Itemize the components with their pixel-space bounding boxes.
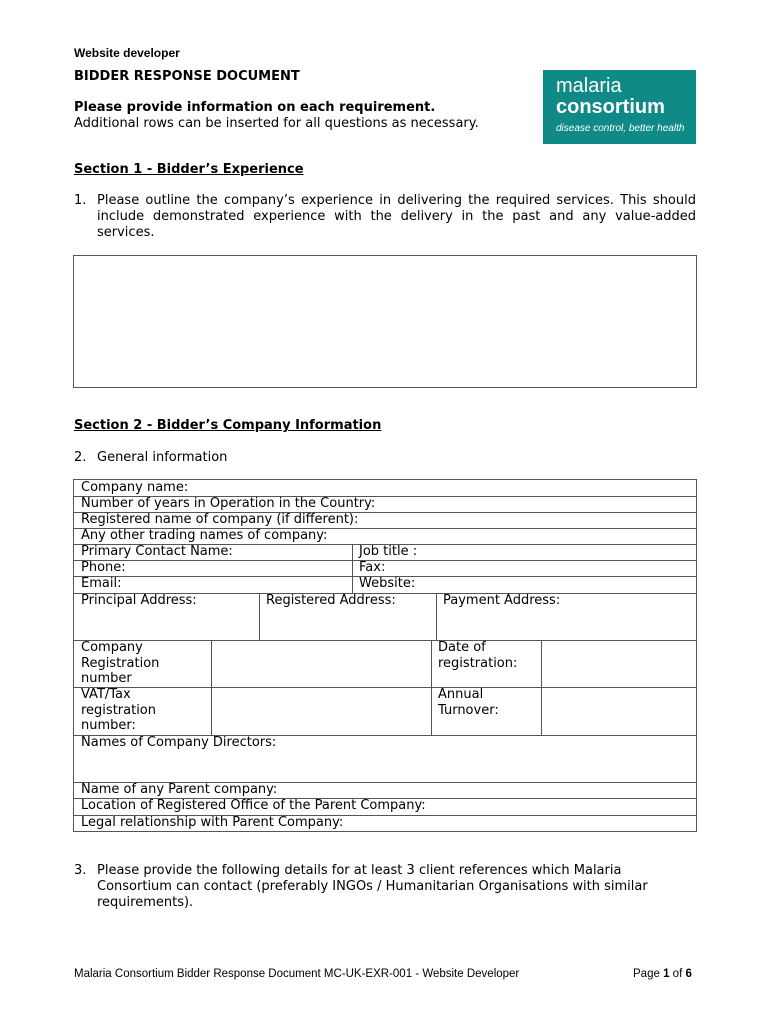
annual-turnover-label-line: Annual (438, 687, 484, 702)
company-directors-field[interactable]: Names of Company Directors: (81, 735, 277, 750)
vat-registration-label (74, 687, 156, 734)
email-field[interactable]: Email: (81, 576, 122, 591)
question-2 (74, 450, 227, 466)
question-3-number: 3. (74, 863, 87, 878)
question-3-text: Please provide the following details for at least 3 client references which Malaria Consortium can contact (preferably INGOs / Humanitarian Organisations with similar requirements). (97, 863, 648, 910)
company-information-table (73, 479, 697, 832)
vat-registration-label-line: VAT/Tax (81, 687, 131, 702)
parent-company-field[interactable]: Name of any Parent company: (81, 782, 278, 797)
malaria-consortium-logo (543, 70, 696, 144)
date-of-registration-label-line: registration: (438, 655, 518, 671)
parent-office-location-field[interactable]: Location of Registered Office of the Parent Company: (81, 798, 426, 813)
section-1-heading: Section 1 - Bidder’s Experience (74, 162, 304, 177)
question-1-text: Please outline the company’s experience in delivering the required services. This should include demonstrated experience with the delivery in the past and any value-added services. (97, 193, 696, 240)
phone-field[interactable]: Phone: (81, 560, 126, 575)
annual-turnover-label-line: Turnover: (438, 702, 499, 718)
table-rule (211, 640, 212, 735)
page-total: 6 (685, 968, 692, 980)
company-registration-label (74, 640, 159, 687)
date-of-registration-label (431, 640, 517, 671)
trading-names-field[interactable]: Any other trading names of company: (81, 528, 328, 543)
question-2-text: General information (97, 450, 228, 465)
vat-registration-label-line: number: (81, 718, 136, 733)
company-registration-label-line: Registration (81, 655, 160, 671)
table-rule (541, 640, 542, 735)
page-label: Page (633, 968, 660, 980)
date-of-registration-label-line: Date of (438, 640, 486, 655)
principal-address-field[interactable]: Principal Address: (81, 593, 197, 608)
header-label: Website developer (74, 46, 180, 60)
question-1 (74, 193, 696, 241)
company-name-field[interactable]: Company name: (81, 480, 189, 495)
logo-line-2: consortium (556, 96, 665, 118)
website-field[interactable]: Website: (359, 576, 416, 591)
page-of: of (672, 968, 683, 980)
page-current: 1 (663, 968, 670, 980)
table-rule (74, 687, 696, 688)
question-1-number: 1. (74, 193, 87, 208)
company-registration-label-line: Company (81, 640, 143, 655)
logo-line-1: malaria (556, 75, 622, 97)
instruction-note: Additional rows can be inserted for all questions as necessary. (74, 116, 479, 131)
primary-contact-field[interactable]: Primary Contact Name: (81, 544, 233, 559)
table-rule (74, 640, 696, 641)
instruction-bold: Please provide information on each requirement. (74, 100, 436, 115)
registered-name-field[interactable]: Registered name of company (if different): (81, 512, 359, 527)
years-in-operation-field[interactable]: Number of years in Operation in the Country: (81, 496, 376, 511)
question-3 (74, 863, 694, 911)
experience-answer-box[interactable] (73, 255, 697, 388)
registered-address-field[interactable]: Registered Address: (266, 593, 396, 608)
footer-document-reference: Malaria Consortium Bidder Response Document MC-UK-EXR-001 - Website Developer (74, 968, 520, 980)
legal-relationship-field[interactable]: Legal relationship with Parent Company: (81, 815, 344, 830)
fax-field[interactable]: Fax: (359, 560, 386, 575)
document-title: BIDDER RESPONSE DOCUMENT (74, 69, 300, 84)
logo-tagline: disease control, better health (556, 123, 685, 134)
question-2-number: 2. (74, 450, 87, 465)
footer-page-number (633, 968, 692, 980)
company-registration-label-line: number (81, 671, 132, 686)
payment-address-field[interactable]: Payment Address: (443, 593, 561, 608)
section-2-heading: Section 2 - Bidder’s Company Information (74, 418, 382, 433)
job-title-field[interactable]: Job title : (359, 544, 418, 559)
annual-turnover-label (431, 687, 499, 718)
vat-registration-label-line: registration (81, 702, 157, 718)
